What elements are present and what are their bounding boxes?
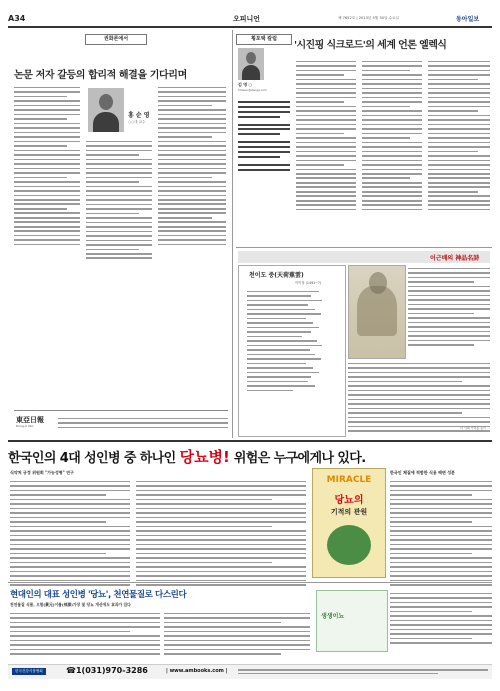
left-text-col3 (158, 84, 226, 248)
ad-divider (8, 440, 492, 442)
book-illustration (327, 525, 371, 565)
header-rule (8, 26, 492, 28)
poem-reader-note: 이 시의 가치를 높이 ... (460, 426, 490, 430)
poem-painting (348, 265, 406, 359)
page-header (8, 14, 492, 24)
poem-author: 이이정 (1491~?) (295, 281, 322, 285)
ad-bottom-sub: 천연물질 식품, 오합(黃元)이를(飛源)가장 및 당뇨 개선에도 효과가 있다 (10, 602, 131, 607)
middle-column (236, 30, 292, 245)
section-divider (236, 247, 492, 248)
middle-subheads (238, 98, 290, 174)
author-photo (88, 88, 124, 132)
poem-text-box (238, 265, 346, 437)
contact-details (238, 669, 488, 674)
ad-headline (8, 446, 492, 464)
left-column (10, 30, 230, 438)
ad-bottom-headline: 현대인의 대표 성인병 '당뇨', 천연물질로 다스린다 (10, 590, 187, 600)
product-box[interactable] (316, 590, 388, 652)
right-headline: '시진핑 식크로드'의 세계 언론 엘렉식 (294, 40, 447, 51)
poem-commentary-2 (348, 360, 490, 435)
book-brand: MIRACLE (326, 475, 372, 485)
poem-title: 천이도 중(天荷蕉雲) (249, 272, 304, 279)
contact-label: 한국건강식품협회 (12, 668, 46, 675)
page-number: A34 (8, 14, 26, 23)
author-title: ○○대 교수 (128, 120, 146, 124)
ad-left-text-2 (136, 478, 306, 589)
book-cover[interactable] (312, 468, 386, 578)
column-divider (232, 30, 233, 438)
masthead-sub: Dong-A Ilbo (16, 424, 34, 428)
poem-banner (238, 251, 490, 263)
right-column (296, 30, 492, 245)
book-title: 기적의 관원 (330, 508, 368, 516)
contact-bar (8, 664, 492, 679)
ad-bottom-text-1 (10, 610, 160, 658)
author-name: 홍 순 영 (128, 112, 150, 119)
poem-box-title: 이근배의 神品名詩 (430, 255, 480, 262)
columnist-photo (238, 48, 264, 80)
ad-headline-a: 한국인의 4대 성인병 중 하나인 (8, 451, 180, 466)
ad-right-subhead: 한국인 체질에 적합한 식용 배변 성분 (390, 470, 455, 475)
right-text-col3 (428, 58, 490, 213)
ad-left-subhead: 식약처 규정 위원회 "가능성형" 연구 (10, 470, 74, 475)
ad-right-text (390, 478, 492, 589)
left-headline: 논문 저자 갈등의 합리적 해결을 기다리며 (14, 70, 187, 81)
columnist-email: hmwon@donga.com (238, 88, 267, 92)
section-title: 오피니언 (233, 15, 261, 23)
ad-headline-c: 위험은 누구에게나 있다. (229, 451, 366, 466)
masthead-title: 東亞日報 (16, 416, 44, 424)
poem-verses (247, 288, 339, 394)
column-tag: 횡포택 칼럼 (236, 34, 292, 45)
right-text-col2 (362, 58, 422, 213)
masthead-box (14, 410, 228, 437)
left-text-col1 (14, 84, 80, 248)
contact-phone[interactable]: ☎1(031)970-3286 (66, 666, 148, 675)
poem-commentary-1 (408, 265, 490, 349)
issue-info: 제 7652호 | 2013년 5월 30일 수요일 (338, 16, 399, 20)
contact-url[interactable]: | www.ambooks.com | (166, 668, 228, 674)
ad-bottom-text-2 (164, 610, 310, 658)
columnist-name: 김 영 ○ (238, 82, 253, 87)
newspaper-name: 동아일보 (456, 16, 480, 23)
product-brand: 생생이뇨 (321, 613, 345, 620)
column-tag: 권화론에서 (85, 34, 147, 45)
ad-inner-divider (8, 582, 492, 583)
ad-left-text-1 (10, 478, 130, 589)
book-label: 당뇨의 (334, 495, 364, 506)
ad-bottom-text-3 (390, 590, 492, 647)
right-text-col1 (296, 58, 356, 213)
left-text-col2 (86, 138, 152, 262)
ad-headline-b: 당뇨병! (179, 448, 230, 466)
